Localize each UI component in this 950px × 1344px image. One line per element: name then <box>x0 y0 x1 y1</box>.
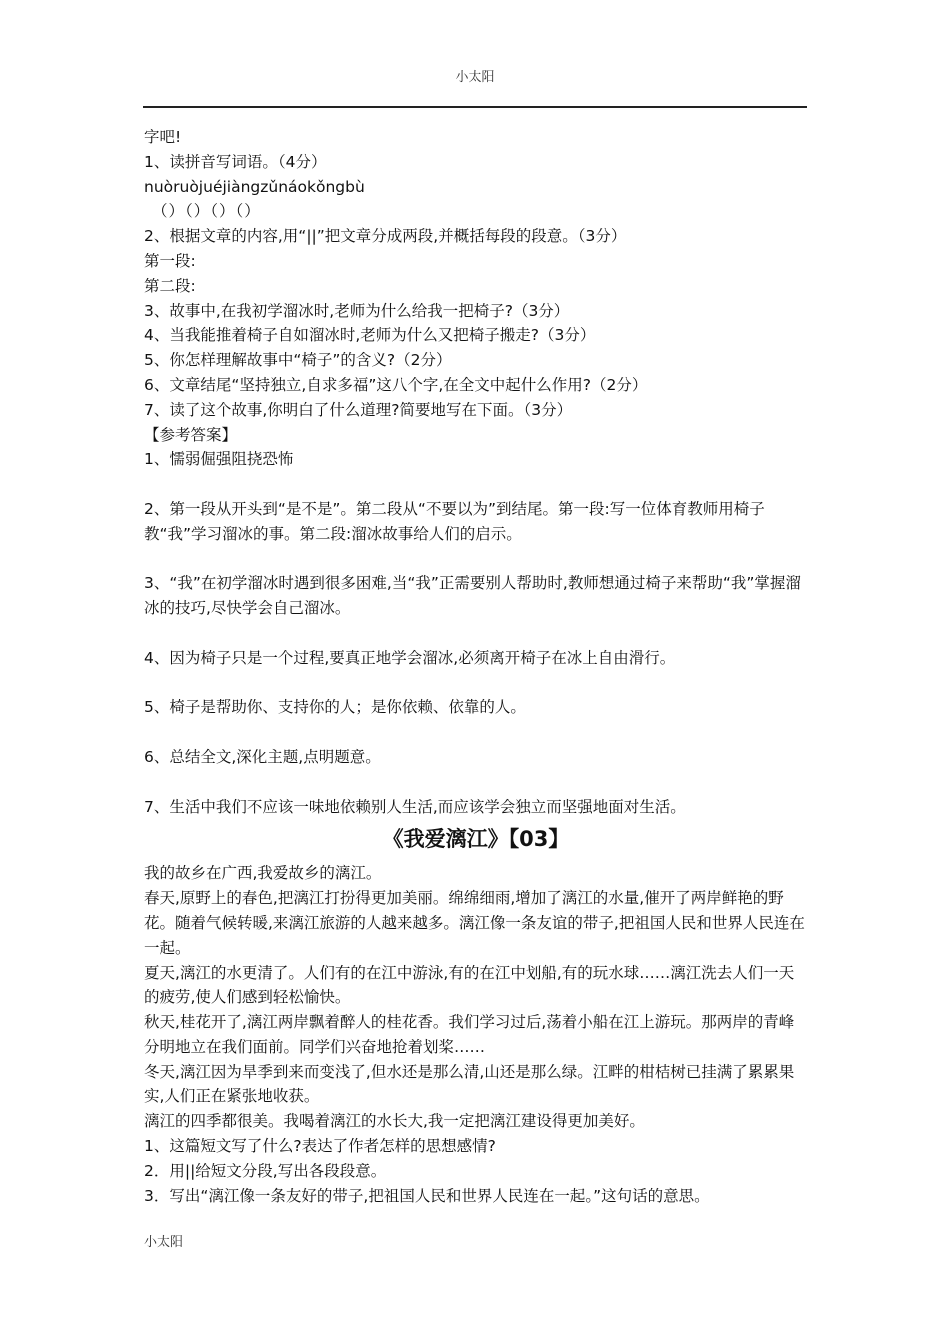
question-5: 5、你怎样理解故事中“椅子”的含义?（2分） <box>144 351 452 370</box>
document-body <box>144 125 808 1208</box>
question-1-pinyin: nuòruòjuéjiàngzǔnáokǒngbù <box>144 177 365 196</box>
answer-6: 6、总结全文,深化主题,点明题意。 <box>144 747 381 766</box>
answer-1: 1、懦弱倔强阻挠恐怖 <box>144 450 294 469</box>
question-4: 4、当我能推着椅子自如溜冰时,老师为什么又把椅子搬走?（3分） <box>144 326 596 345</box>
answer-3: 3、“我”在初学溜冰时遇到很多困难,当“我”正需要别人帮助时,教师想通过椅子来帮助“我”掌握溜冰的技巧,尽快学会自己溜冰。 <box>144 574 801 618</box>
answer-5: 5、椅子是帮助你、支持你的人；是你依赖、依靠的人。 <box>144 698 526 717</box>
section-title: 《我爱漓江》【03】 <box>382 827 570 852</box>
spacer <box>144 547 808 572</box>
passage-paragraph-2: 春天,原野上的春色,把漓江打扮得更加美丽。绵绵细雨,增加了漓江的水量,催开了两岸鲜艳的野花。随着气候转暖,来漓江旅游的人越来越多。漓江像一条友谊的带子,把祖国人民和世界人民连在一起。 <box>144 889 805 957</box>
answer-7: 7、生活中我们不应该一味地依赖别人生活,而应该学会独立而坚强地面对生活。 <box>144 797 686 816</box>
passage-question-1: 1、这篇短文写了什么?表达了作者怎样的思想感情? <box>144 1137 496 1156</box>
passage-paragraph-1: 我的故乡在广西,我爱故乡的漓江。 <box>144 864 382 883</box>
answer-4: 4、因为椅子只是一个过程,要真正地学会溜冰,必须离开椅子在冰上自由滑行。 <box>144 648 676 667</box>
page-header: 小太阳 <box>455 70 495 85</box>
question-7: 7、读了这个故事,你明白了什么道理?简要地写在下面。（3分） <box>144 400 573 419</box>
spacer <box>144 671 808 696</box>
intro-tail: 字吧! <box>144 128 182 146</box>
spacer <box>144 472 808 497</box>
spacer <box>144 720 808 745</box>
question-2-part-2: 第二段: <box>144 276 196 295</box>
header-rule <box>143 106 807 108</box>
question-2: 2、根据文章的内容,用“||”把文章分成两段,并概括每段的段意。（3分） <box>144 227 627 246</box>
passage-paragraph-6: 漓江的四季都很美。我喝着漓江的水长大,我一定把漓江建设得更加美好。 <box>144 1112 645 1131</box>
question-1-blanks: （）（）（）（） <box>152 202 261 221</box>
passage-paragraph-5: 冬天,漓江因为旱季到来而变浅了,但水还是那么清,山还是那么绿。江畔的柑桔树已挂满了累累果实,人们正在紧张地收获。 <box>144 1062 795 1106</box>
question-2-part-1: 第一段: <box>144 251 196 270</box>
page-footer: 小太阳 <box>144 1235 184 1250</box>
passage-question-2: 2．用||给短文分段,写出各段段意。 <box>144 1161 387 1180</box>
spacer <box>144 770 808 795</box>
question-6: 6、文章结尾“坚持独立,自求多福”这八个字,在全文中起什么作用?（2分） <box>144 375 648 394</box>
passage-question-3: 3．写出“漓江像一条友好的带子,把祖国人民和世界人民连在一起。”这句话的意思。 <box>144 1186 710 1205</box>
passage-paragraph-3: 夏天,漓江的水更清了。人们有的在江中游泳,有的在江中划船,有的玩水球……漓江洗去人们一天的疲劳,使人们感到轻松愉快。 <box>144 963 795 1007</box>
spacer <box>144 621 808 646</box>
answer-2: 2、第一段从开头到“是不是”。第二段从“不要以为”到结尾。第一段:写一位体育教师用椅子教“我”学习溜冰的事。第二段:溜冰故事给人们的启示。 <box>144 499 765 543</box>
answers-heading: 【参考答案】 <box>144 425 238 444</box>
question-1: 1、读拼音写词语。（4分） <box>144 152 327 171</box>
passage-paragraph-4: 秋天,桂花开了,漓江两岸飘着醉人的桂花香。我们学习过后,荡着小船在江上游玩。那两岸的青峰分明地立在我们面前。同学们兴奋地抢着划桨…… <box>144 1013 795 1056</box>
question-3: 3、故事中,在我初学溜冰时,老师为什么给我一把椅子?（3分） <box>144 301 570 320</box>
